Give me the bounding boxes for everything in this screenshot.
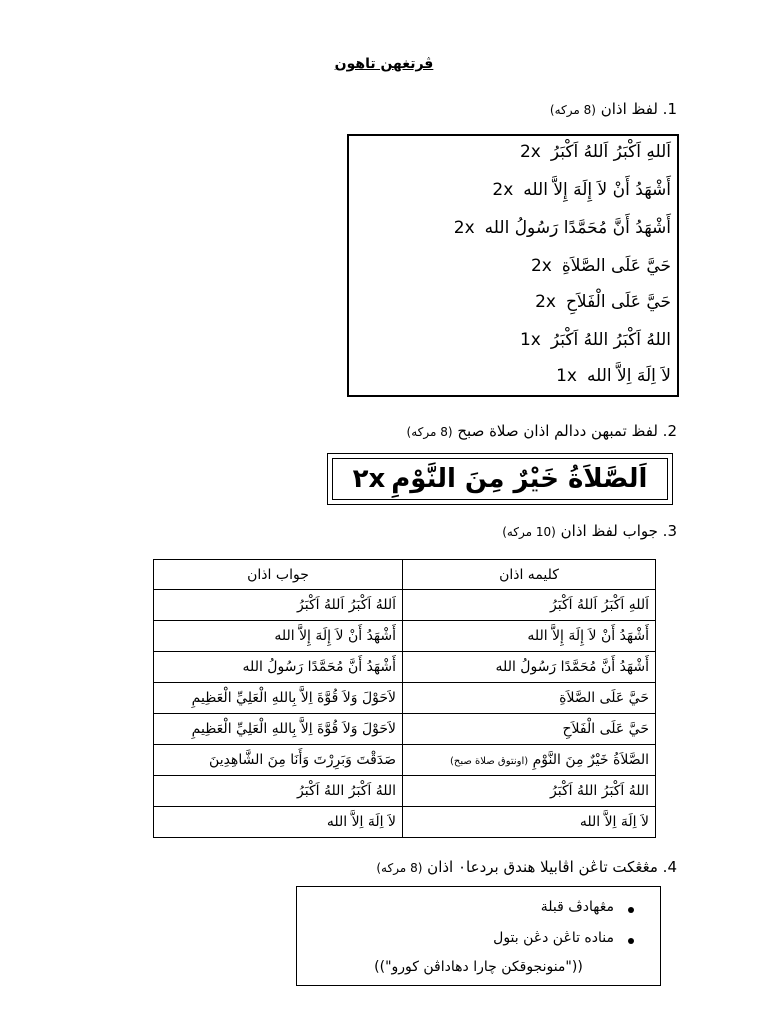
- adhan-line: حَيَّ عَلَى الْفَلاَحِ2x: [535, 292, 671, 312]
- kalimah-cell: حَيَّ عَلَى الْفَلاَحِ: [403, 714, 656, 745]
- jawab-cell: اللهُ اَكْبَرُ اللهُ اَكْبَرُ: [154, 776, 403, 807]
- instruction-note: (("منونجوقكن چارا دهاداڤن كورو")): [374, 959, 583, 975]
- adhan-lafaz-box: [347, 134, 679, 397]
- section3-note: (10 مركه): [502, 525, 556, 539]
- repeat-count: 1x: [556, 366, 577, 386]
- kalimah-cell: اللهُ اَكْبَرُ اللهُ اَكْبَرُ: [403, 776, 656, 807]
- list-item: مناده تاڠن دڠن بتول: [493, 930, 614, 946]
- fajr-addition-box: [327, 453, 673, 505]
- table-row: [154, 652, 656, 683]
- jawab-cell: أَشْهَدُ أَنْ لاَ إِلَهَ إِلاَّ الله: [154, 621, 403, 652]
- list-item: مڠهادڤ قبلة: [540, 899, 614, 915]
- jawab-cell: صَدَقْتَ وَبَرِرْتَ وَأَنَا مِنَ الشَّاهِدِينَ: [154, 745, 403, 776]
- table-row: [154, 807, 656, 838]
- repeat-count: 2x: [519, 142, 541, 162]
- section3-heading: [502, 522, 677, 540]
- section1-heading-text: 1. لفظ اذان: [600, 100, 677, 118]
- table-row: [154, 714, 656, 745]
- kalimah-cell: أَشْهَدُ أَنَّ مُحَمَّدًا رَسُولُ الله: [403, 652, 656, 683]
- repeat-count: 2x: [535, 292, 556, 312]
- section2-heading: [407, 422, 677, 440]
- table-row: [154, 590, 656, 621]
- adhan-line: أَشْهَدُ أَنَّ مُحَمَّدًا رَسُولُ الله2x: [453, 218, 671, 238]
- section3-heading-text: 3. جواب لفظ اذان: [560, 522, 677, 540]
- table-row: [154, 776, 656, 807]
- bullet-icon: [628, 938, 634, 944]
- kalimah-cell: الصَّلاَةُ خَيْرٌ مِنَ النَّوْمِ (اونتوق صلاة صبح): [403, 745, 656, 776]
- repeat-count: 2x: [492, 180, 514, 200]
- kalimah-cell: حَيَّ عَلَى الصَّلاَةِ: [403, 683, 656, 714]
- adhan-line: اَللهِ اَكْبَرُ اَللهُ اَكْبَرُ2x: [519, 142, 671, 162]
- column-header-jawab: جواب اذان: [154, 560, 403, 590]
- jawab-cell: أَشْهَدُ أَنَّ مُحَمَّدًا رَسُولُ الله: [154, 652, 403, 683]
- kalimah-note: (اونتوق صلاة صبح): [450, 756, 529, 767]
- kalimah-cell: أَشْهَدُ أَنْ لاَ إِلَهَ إِلاَّ الله: [403, 621, 656, 652]
- repeat-count: ٢x: [352, 464, 386, 494]
- kalimah-cell: اَللهِ اَكْبَرُ اَللهُ اَكْبَرُ: [403, 590, 656, 621]
- adhan-line: حَيَّ عَلَى الصَّلاَةِ2x: [530, 256, 671, 276]
- section2-heading-text: 2. لفظ تمبهن ددالم اذان صلاة صبح: [457, 422, 677, 440]
- repeat-count: 2x: [530, 256, 552, 276]
- column-header-kalimah: كليمه اذان: [403, 560, 656, 590]
- jawab-cell: لاَحَوْلَ وَلاَ قُوَّةَ اِلاَّ بِاللهِ الْعَلِيِّ الْعَظِيمِ: [154, 714, 403, 745]
- adhan-line: أَشْهَدُ أَنْ لاَ إِلَهَ إِلاَّ الله2x: [492, 180, 671, 200]
- bullet-icon: [628, 907, 634, 913]
- section1-note: (8 مركه): [549, 103, 596, 117]
- section4-note: (8 مركه): [376, 861, 423, 875]
- section4-heading: [376, 858, 677, 876]
- table-row: [154, 745, 656, 776]
- jawab-cell: اَللهُ اَكْبَرُ اَللهُ اَكْبَرُ: [154, 590, 403, 621]
- table-header-row: [154, 560, 656, 590]
- fajr-addition-phrase: اَلصَّلاَةُ خَيْرٌ مِنَ النَّوْمِ ٢x: [332, 458, 668, 500]
- adhan-line: لاَ اِلَهَ اِلاَّ الله1x: [556, 366, 671, 386]
- section4-heading-text: 4. مڠڠكت تاڠن اڤابيلا هندق بردعا٠ اذان: [427, 858, 677, 876]
- jawab-cell: لاَ اِلَهَ اِلاَّ الله: [154, 807, 403, 838]
- table-row: [154, 683, 656, 714]
- section1-heading: [550, 100, 677, 118]
- repeat-count: 2x: [453, 218, 475, 238]
- section2-note: (8 مركه): [406, 425, 453, 439]
- repeat-count: 1x: [519, 330, 541, 350]
- table-row: [154, 621, 656, 652]
- jawab-cell: لاَحَوْلَ وَلاَ قُوَّةَ اِلاَّ بِاللهِ الْعَلِيِّ الْعَظِيمِ: [154, 683, 403, 714]
- adhan-line: اللهُ اَكْبَرُ اللهُ اَكْبَرُ1x: [519, 330, 671, 350]
- adhan-response-table: [153, 559, 656, 838]
- dua-hands-box: [296, 886, 661, 986]
- kalimah-cell: لاَ اِلَهَ اِلاَّ الله: [403, 807, 656, 838]
- page-title: ڤرتغهن تاهون: [334, 56, 434, 72]
